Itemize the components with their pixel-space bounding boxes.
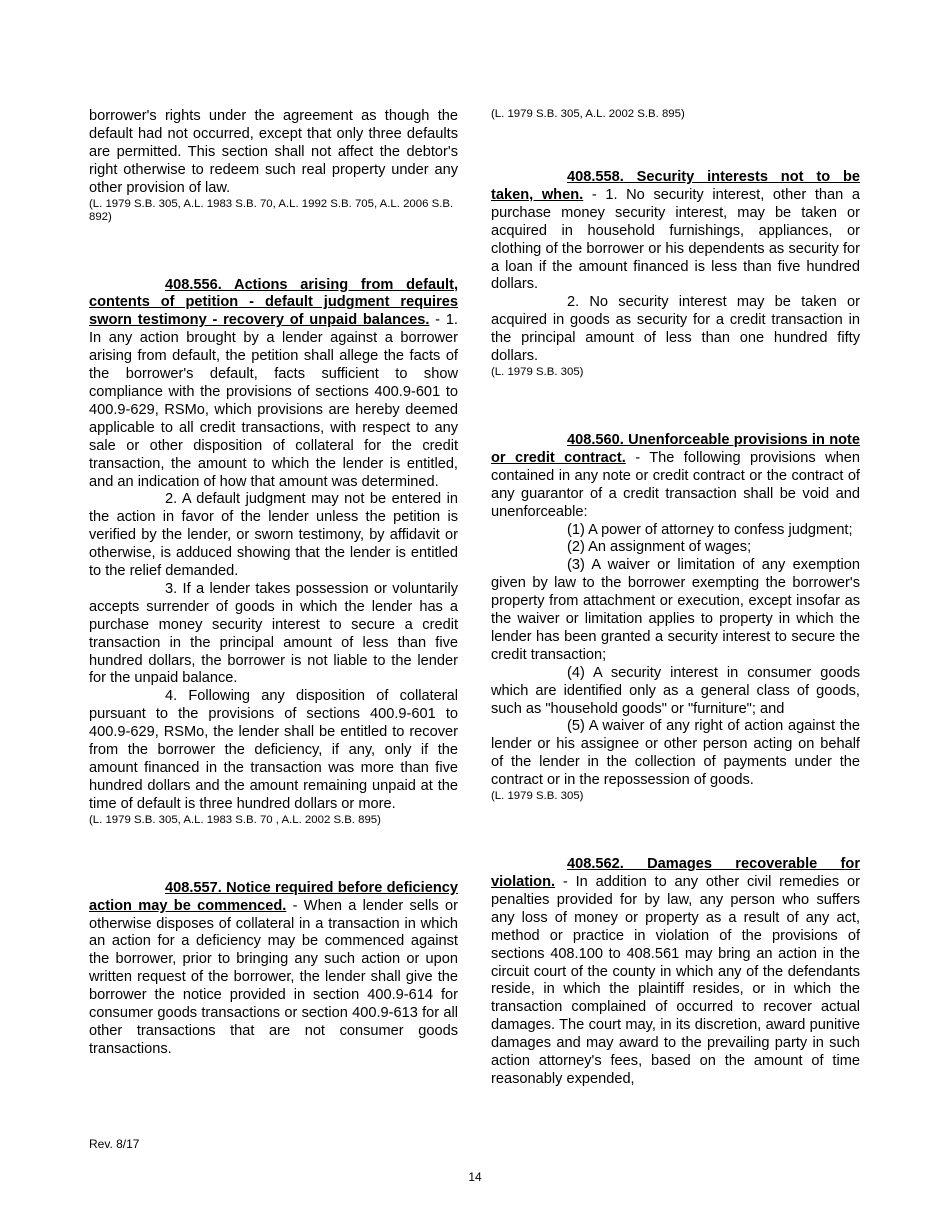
section-heading: 408.562. Damages recoverable for violation. [491, 856, 860, 890]
list-item: (2) An assignment of wages; [567, 539, 752, 556]
section-408-556: 408.556. Actions arising from default, contents of petition - default judgment requires sworn testimony - recovery of unpaid balances. - 1. In any action brought by a lender against a borrower arising from default, the petition shall allege the facts of the borrower's default, facts sufficient to show compliance with the provisions of sections 400.9-601 to 400.9-629, RSMo, which provisions are hereby deemed applicable to all credit transactions, with respect to any sale or other disposition of collateral for the credit transaction, the amount to which the lender is entitled, and an indication of how that amount was determined. [89, 276, 458, 490]
paragraph: 2. No security interest may be taken or acquired in goods as security for a credit transaction in the principal amount of less than one hundred fifty dollars. [491, 294, 860, 365]
section-408-558: 408.558. Security interests not to be taken, when. - 1. No security interest, other than a purchase money security interest, may be taken or acquired in household furnishings, appliances, or clothing of the borrower or his dependents as security for a loan if the amount financed is less than five hundred dollars. [491, 169, 860, 293]
page-number: 14 [468, 1170, 482, 1184]
list-item: (1) A power of attorney to confess judgment; [567, 521, 853, 538]
list-item: (4) A security interest in consumer goods which are identified only as a general class of goods, such as "household goods" or "furniture"; and [491, 664, 860, 717]
left-column [89, 108, 458, 1059]
list-item: (3) A waiver or limitation of any exemption given by law to the borrower exempting the borrower's property from attachment or execution, except insofar as the waiver or limitation applies to property in which the lender has been granted a security interest to secure the credit transaction; [491, 557, 860, 663]
section-heading: 408.557. Notice required before deficiency action may be commenced. [89, 879, 458, 914]
section-heading: 408.558. Security interests not to be taken, when. [491, 169, 860, 203]
section-408-560: 408.560. Unenforceable provisions in note or credit contract. - The following provisions when contained in any note or credit contract or the contract of any guarantor of a credit transaction shall be void and unenforceable: [491, 431, 860, 520]
section-408-562: 408.562. Damages recoverable for violation. - In addition to any other civil remedies or penalties provided for by law, any person who suffers any loss of money or property as a result of any act, method or practice in violation of the provisions of sections 408.100 to 408.561 may bring an action in the circuit court of the county in which any of the defendants reside, in which the plaintiff resides, or in which the transaction complained of occurred to recover actual damages. The court may, in its discretion, award punitive damages and may award to the prevailing party in such action attorney's fees, based on the amount of time reasonably expended, [491, 856, 860, 1087]
continued-paragraph: borrower's rights under the agreement as though the default had not occurred, except that only three defaults are permitted. This section shall not affect the debtor's right otherwise to redeem such real property under any other provision of law. [89, 108, 458, 196]
section-heading: 408.560. Unenforceable provisions in note or credit contract. [491, 431, 860, 466]
right-column [491, 108, 860, 1089]
revision-label: Rev. 8/17 [89, 1137, 140, 1151]
citation: (L. 1979 S.B. 305, A.L. 1983 S.B. 70 , A.L. 2002 S.B. 895) [89, 813, 381, 826]
citation: (L. 1979 S.B. 305) [491, 365, 584, 378]
citation: (L. 1979 S.B. 305, A.L. 1983 S.B. 70, A.L. 1992 S.B. 705, A.L. 2006 S.B. 892) [89, 197, 454, 223]
paragraph: 4. Following any disposition of collateral pursuant to the provisions of sections 400.9-601 to 400.9-629, RSMo, the lender shall be entitled to recover from the borrower the deficiency, if any, only if the amount financed in the transaction was more than five hundred dollars and the amount remaining unpaid at the time of default is three hundred dollars or more. [89, 688, 458, 812]
list-item: (5) A waiver of any right of action against the lender or his assignee or other person acting on behalf of the lender in the collection of payments under the contract or in the repossession of goods. [491, 718, 860, 789]
citation: (L. 1979 S.B. 305) [491, 790, 584, 803]
section-heading: 408.556. Actions arising from default, contents of petition - default judgment requires sworn testimony - recovery of unpaid balances. [89, 276, 458, 329]
paragraph: 2. A default judgment may not be entered in the action in favor of the lender unless the petition is verified by the lender, or sworn testimony, by affidavit or otherwise, is adduced showing that the lender is entitled to the relief demanded. [89, 491, 458, 580]
paragraph: 3. If a lender takes possession or voluntarily accepts surrender of goods in which the lender has a purchase money security interest to secure a credit transaction in the principal amount of less than five hundred dollars, the borrower is not liable to the lender for the unpaid balance. [89, 580, 458, 687]
section-408-557: 408.557. Notice required before deficiency action may be commenced. - When a lender sells or otherwise disposes of collateral in a transaction in which an action for a deficiency may be commenced against the borrower, prior to bringing any such action or upon written request of the borrower, the lender shall give the borrower the notice provided in section 400.9-614 for consumer goods transactions or section 400.9-613 for all other transactions that are not consumer goods transactions. [89, 879, 458, 1057]
citation: (L. 1979 S.B. 305, A.L. 2002 S.B. 895) [491, 108, 685, 120]
